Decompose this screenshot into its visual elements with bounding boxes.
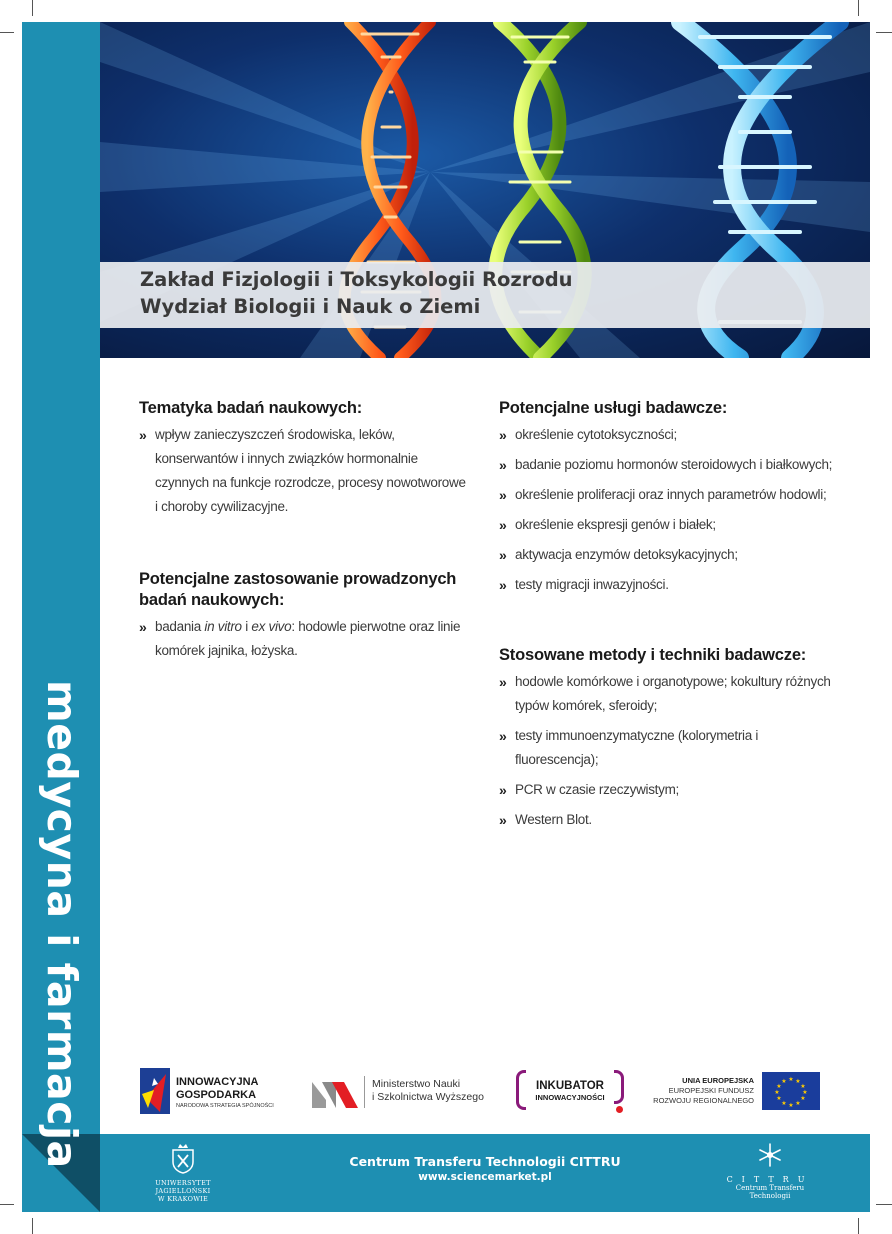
right-column	[499, 398, 844, 838]
svg-text:★: ★	[802, 1089, 808, 1096]
list-item: » określenie ekspresji genów i białek;	[499, 513, 844, 537]
svg-text:★: ★	[795, 1100, 801, 1107]
svg-text:★: ★	[776, 1095, 782, 1102]
bullet-icon: »	[499, 812, 507, 828]
faculty-title: Wydział Biologii i Nauk o Ziemi	[140, 295, 481, 318]
svg-text:★: ★	[781, 1078, 787, 1085]
svg-text:★: ★	[800, 1083, 806, 1090]
list-item: » badanie poziomu hormonów steroidowych i białkowych;	[499, 453, 844, 477]
list-item: » hodowle komórkowe i organotypowe; kokultury różnych typów komórek, sferoidy;	[499, 670, 844, 718]
bullet-icon: »	[499, 674, 507, 690]
crop-mark	[876, 32, 892, 33]
innowacyjna-gospodarka-logo: INNOWACYJNA GOSPODARKA NARODOWA STRATEGIA SPÓJNOŚCI	[140, 1068, 310, 1116]
footer-website-link[interactable]: www.sciencemarket.pl	[418, 1171, 552, 1183]
bullet-icon: »	[499, 457, 507, 473]
crop-mark	[876, 1204, 892, 1205]
cittru-star-icon	[757, 1142, 783, 1168]
ministry-logo: Ministerstwo Nauki i Szkolnictwa Wyższego	[312, 1076, 502, 1110]
eu-flag-icon	[762, 1072, 820, 1110]
svg-text:★: ★	[781, 1100, 787, 1107]
crop-mark	[858, 0, 859, 16]
bullet-icon: »	[499, 487, 507, 503]
footer	[100, 1134, 870, 1212]
crop-mark	[32, 1218, 33, 1234]
dot-icon	[616, 1106, 623, 1113]
svg-text:★: ★	[795, 1078, 801, 1085]
unit-title: Zakład Fizjologii i Toksykologii Rozrodu	[140, 268, 573, 291]
bullet-icon: »	[499, 577, 507, 593]
services-heading: Potencjalne usługi badawcze:	[499, 399, 728, 417]
list-item: » badania in vitro i ex vivo: hodowle pierwotne oraz linie komórek jajnika, łożyska.	[139, 615, 469, 663]
list-item: » aktywacja enzymów detoksykacyjnych;	[499, 543, 844, 567]
mnisw-emblem-icon	[312, 1078, 358, 1108]
applications-heading: Potencjalne zastosowanie prowadzonych badań naukowych:	[139, 570, 457, 609]
svg-text:★: ★	[788, 1102, 794, 1109]
svg-text:★: ★	[800, 1095, 806, 1102]
services-list	[499, 423, 844, 597]
category-label: medycyna i farmacja	[38, 680, 86, 1169]
ig-emblem-icon	[140, 1068, 170, 1114]
footer-org-name: Centrum Transferu Technologii CITTRU	[349, 1154, 621, 1169]
list-item: » wpływ zanieczyszczeń środowiska, leków, konserwantów i innych związków hormonalnie czynnych na funkcje rozrodcze, procesy nowotworowe i choroby cywilizacyjne.	[139, 423, 469, 519]
list-item: » PCR w czasie rzeczywistym;	[499, 778, 844, 802]
bullet-icon: »	[499, 427, 507, 443]
methods-list	[499, 670, 844, 832]
svg-text:★: ★	[788, 1076, 794, 1083]
uj-logo: UNIWERSYTET JAGIELLOŃSKI W KRAKOWIE	[138, 1142, 228, 1203]
svg-text:★: ★	[774, 1089, 780, 1096]
crop-mark	[0, 32, 14, 33]
logo-divider	[364, 1076, 365, 1108]
list-item: » Western Blot.	[499, 808, 844, 832]
list-item: » określenie cytotoksyczności;	[499, 423, 844, 447]
bullet-icon: »	[499, 517, 507, 533]
research-topics-list	[139, 423, 469, 519]
title-bar	[100, 262, 870, 328]
bullet-icon: »	[139, 427, 147, 443]
applications-list	[139, 615, 469, 663]
list-item: » testy immunoenzymatyczne (kolorymetria i fluorescencja);	[499, 724, 844, 772]
crop-mark	[0, 1204, 14, 1205]
crop-mark	[32, 0, 33, 16]
bullet-icon: »	[499, 728, 507, 744]
eu-logo: UNIA EUROPEJSKA EUROPEJSKI FUNDUSZ ROZWOJU REGIONALNEGO ★ ★ ★ ★ ★ ★ ★ ★ ★ ★ ★ ★	[650, 1072, 822, 1112]
list-item: » określenie proliferacji oraz innych parametrów hodowli;	[499, 483, 844, 507]
left-column	[139, 398, 469, 663]
methods-heading: Stosowane metody i techniki badawcze:	[499, 646, 807, 664]
cittru-logo: CITTRU Centrum Transferu Technologii	[720, 1142, 820, 1200]
bullet-icon: »	[499, 782, 507, 798]
crop-mark	[858, 1218, 859, 1234]
list-item: » testy migracji inwazyjności.	[499, 573, 844, 597]
inkubator-logo: INKUBATOR INNOWACYJNOŚCI	[516, 1068, 628, 1116]
bullet-icon: »	[499, 547, 507, 563]
research-topics-heading: Tematyka badań naukowych:	[139, 399, 363, 417]
svg-text:★: ★	[776, 1083, 782, 1090]
bullet-icon: »	[139, 619, 147, 635]
